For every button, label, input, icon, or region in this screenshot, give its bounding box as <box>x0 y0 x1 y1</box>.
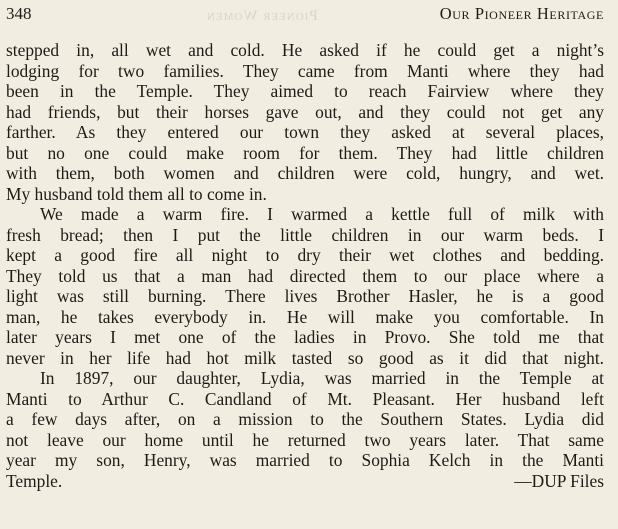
text-line: year my son, Henry, was married to Sophia Kelch in the Manti <box>6 450 604 470</box>
running-title: Our Pioneer Heritage <box>439 4 604 23</box>
paragraph-start-line: In 1897, our daughter, Lydia, was married in the Temple at <box>40 368 604 388</box>
text-line: but no one could make room for them. They had little children <box>6 142 604 163</box>
text-line: kept a good fire all night to dry their wet clothes and bedding. <box>6 245 604 265</box>
text-line: not leave our home until he returned two years later. That same <box>6 429 604 450</box>
text-line: My husband told them all to come in. <box>6 183 267 204</box>
source-signature: —DUP Files <box>514 470 604 491</box>
text-line: stepped in, all wet and cold. He asked if he could get a night’s <box>6 40 604 60</box>
text-line: been in the Temple. They aimed to reach Fairview where they <box>6 81 604 101</box>
text-line: with them, both women and children were cold, hungry, and wet. <box>6 163 604 183</box>
text-line: Manti to Arthur C. Candland of Mt. Pleasant. Her husband left <box>6 388 604 409</box>
page-header <box>6 4 604 26</box>
paragraph-start-line: We made a warm fire. I warmed a kettle full of milk with <box>40 204 604 224</box>
body-text <box>6 40 604 491</box>
text-line: They told us that a man had directed them to our place where a <box>6 265 604 286</box>
text-line: fresh bread; then I put the little children in our warm beds. I <box>6 224 604 245</box>
text-line: had friends, but their horses gave out, and they could not get any <box>6 101 604 122</box>
text-line: farther. As they entered our town they asked at several places, <box>6 122 604 142</box>
bleed-through-text: Pioneer Women <box>206 8 318 24</box>
text-line: lodging for two families. They came from Manti where they had <box>6 60 604 81</box>
text-line: man, he takes everybody in. He will make you comfortable. In <box>6 306 604 327</box>
text-line: never in her life had hot milk tasted so good as it did that night. <box>6 347 604 368</box>
page-number: 348 <box>6 4 32 23</box>
final-line-text: Temple. <box>6 470 63 491</box>
text-line: a few days after, on a mission to the Southern States. Lydia did <box>6 409 604 429</box>
text-line: later years I met one of the ladies in Provo. She told me that <box>6 327 604 347</box>
final-line <box>6 471 604 492</box>
text-line: light was still burning. There lives Brother Hasler, he is a good <box>6 286 604 306</box>
